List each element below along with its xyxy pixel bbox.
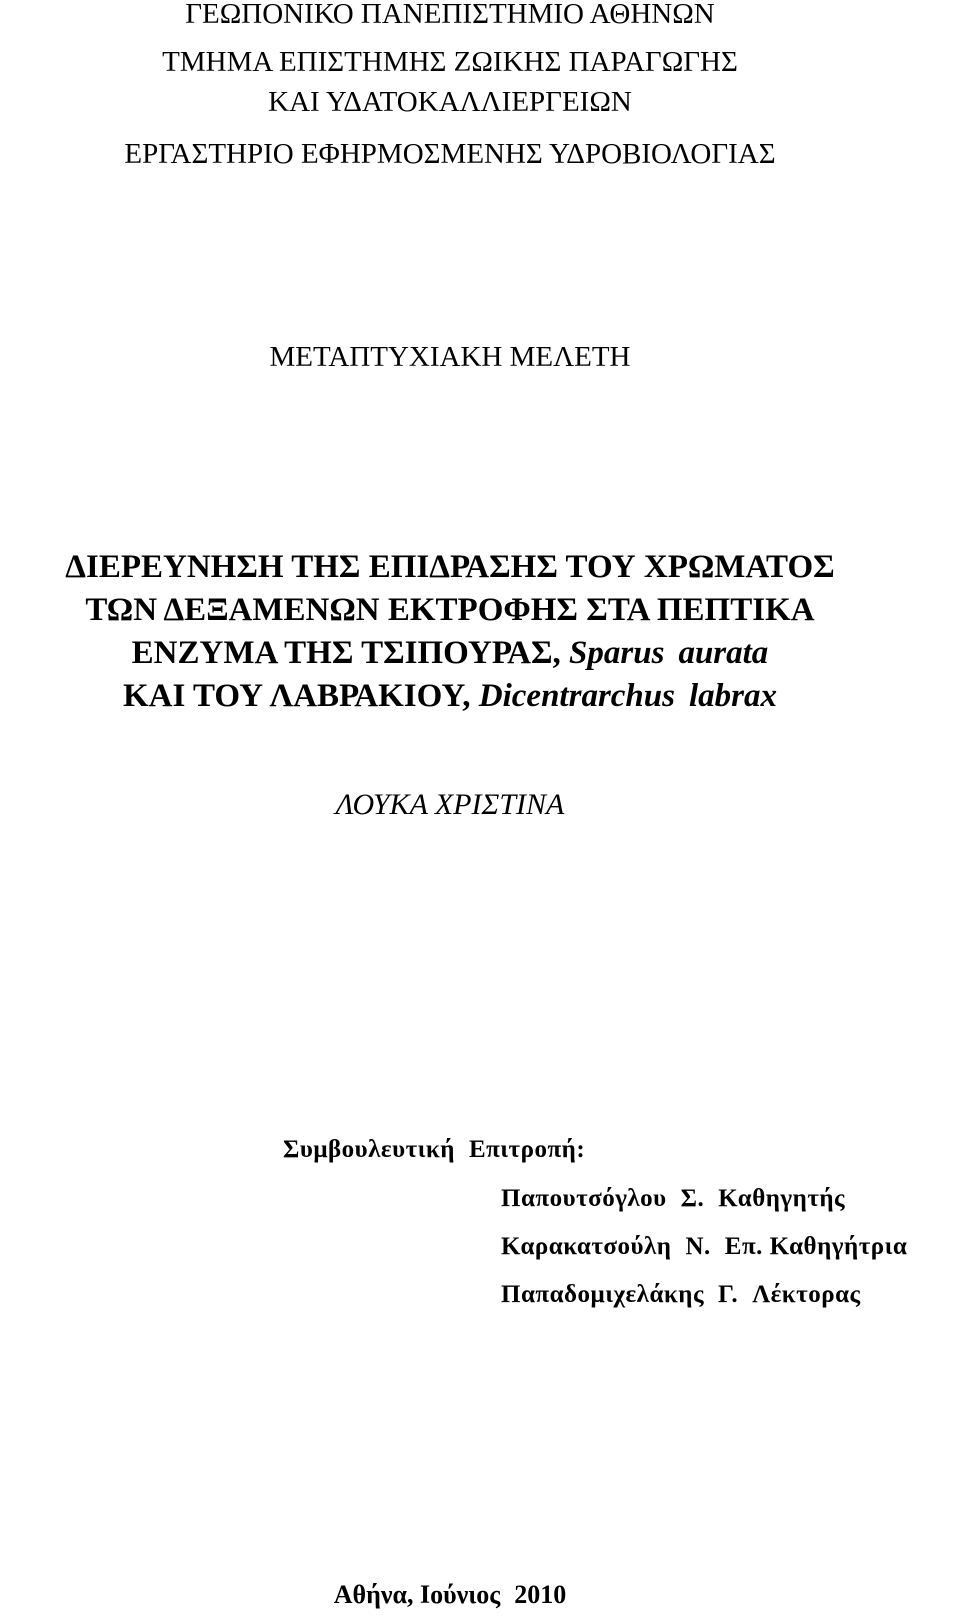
committee-label xyxy=(283,1136,585,1164)
member-role: Επ. Καθηγήτρια xyxy=(724,1233,908,1260)
date-place: Αθήνα, Ιούνιος xyxy=(333,1580,501,1609)
title-line-2: ΤΩΝ ΔΕΞΑΜΕΝΩΝ ΕΚΤΡΟΦΗΣ ΣΤΑ ΠΕΠΤΙΚΑ xyxy=(85,592,815,628)
date-year: 2010 xyxy=(514,1580,567,1609)
committee-member xyxy=(501,1233,907,1261)
title-line-4-text: ΚΑΙ ΤΟΥ ΛΑΒΡΑΚΙΟΥ, xyxy=(123,678,479,714)
title-line-4 xyxy=(0,680,900,713)
species-name-labrax: labrax xyxy=(688,678,777,714)
member-name: Καρακατσούλη xyxy=(501,1233,672,1260)
member-initial: Γ. xyxy=(718,1281,739,1308)
author-name: ΛΟΥΚΑ ΧΡΙΣΤΙΝΑ xyxy=(335,788,565,821)
committee-member xyxy=(501,1281,861,1309)
committee-member xyxy=(501,1185,845,1213)
member-initial: Ν. xyxy=(685,1233,711,1260)
member-role: Καθηγητής xyxy=(718,1185,846,1212)
committee-label-part-2: Επιτροπή: xyxy=(468,1136,586,1163)
university-name: ΓΕΩΠΟΝΙΚΟ ΠΑΝΕΠΙΣΤΗΜΙΟ ΑΘΗΝΩΝ xyxy=(185,0,715,30)
department-line-2: ΚΑΙ ΥΔΑΤΟΚΑΛΛΙΕΡΓΕΙΩΝ xyxy=(268,86,632,118)
member-name: Παπουτσόγλου xyxy=(501,1185,667,1212)
species-name-aurata: aurata xyxy=(678,635,769,671)
department-line-1: ΤΜΗΜΑ ΕΠΙΣΤΗΜΗΣ ΖΩΙΚΗΣ ΠΑΡΑΓΩΓΗΣ xyxy=(162,46,738,78)
species-genus-sparus: Sparus xyxy=(569,635,665,671)
member-role: Λέκτορας xyxy=(752,1281,861,1308)
title-line-3-text: ΕΝΖΥΜΑ ΤΗΣ ΤΣΙΠΟΥΡΑΣ, xyxy=(131,635,570,671)
title-line-3 xyxy=(0,637,900,670)
committee-label-part-1: Συμβουλευτική xyxy=(283,1136,455,1163)
title-line-1: ΔΙΕΡΕΥΝΗΣΗ ΤΗΣ ΕΠΙΔΡΑΣΗΣ ΤΟΥ ΧΡΩΜΑΤΟΣ xyxy=(65,549,835,585)
date-line xyxy=(0,1582,900,1608)
member-name: Παπαδομιχελάκης xyxy=(501,1281,705,1308)
species-genus-dicentrarchus: Dicentrarchus xyxy=(478,678,675,714)
laboratory-name: ΕΡΓΑΣΤΗΡΙΟ ΕΦΗΡΜΟΣΜΕΝΗΣ ΥΔΡΟΒΙΟΛΟΓΙΑΣ xyxy=(124,138,776,170)
document-type: ΜΕΤΑΠΤΥΧΙΑΚΗ ΜΕΛΕΤΗ xyxy=(269,341,631,373)
member-initial: Σ. xyxy=(680,1185,705,1212)
